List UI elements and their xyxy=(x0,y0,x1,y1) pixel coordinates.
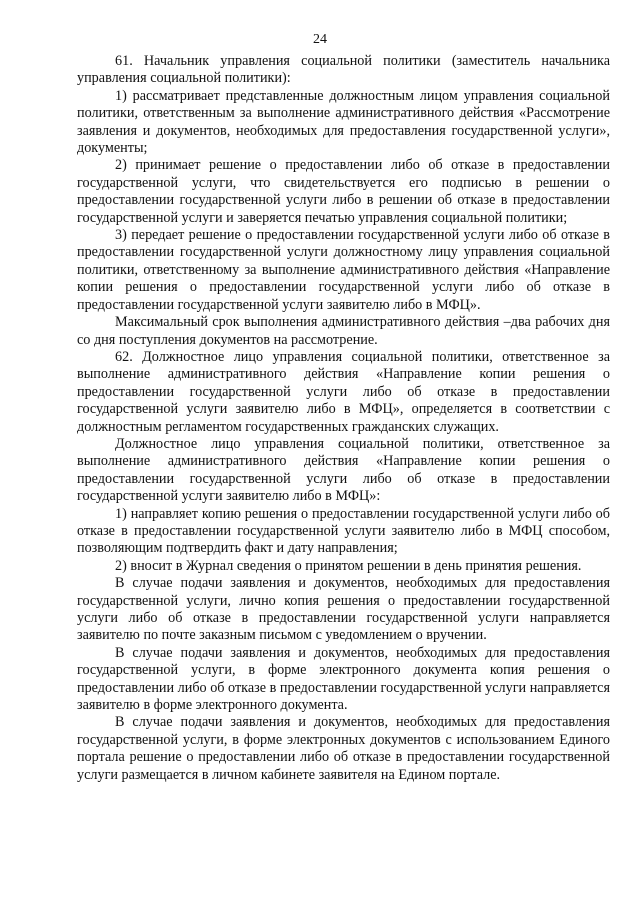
paragraph-61-item-2: 2) принимает решение о предоставлении либо об отказе в предоставлении государственной услуги, что свидетельствуется его подписью в решении о предоставлении государственной услуги либо в решении об отказе в предоставлении государственной услуги и заверяется печатью управления социальной политики; xyxy=(77,157,610,226)
page-number: 24 xyxy=(313,32,327,47)
paragraph-unified-portal: В случае подачи заявления и документов, необходимых для предоставления государственной услуги, в форме электронных документов с использованием Единого портала решение о предоставлении либо об отказе в предоставлении государственной услуги размещается в личном кабинете заявителя на Едином портале. xyxy=(77,714,610,783)
paragraph-62-item-1: 1) направляет копию решения о предоставлении государственной услуги либо об отказе в предоставлении государственной услуги заявителю либо в МФЦ способом, позволяющим подтвердить факт и дату направления; xyxy=(77,505,610,557)
paragraph-62-duties: Должностное лицо управления социальной политики, ответственное за выполнение административного действия «Направление копии решения о предоставлении государственной услуги либо об отказе в предоставлении государственной услуги заявителю либо в МФЦ»: xyxy=(77,435,610,505)
paragraph-62: 62. Должностное лицо управления социальной политики, ответственное за выполнение административного действия «Направление копии решения о предоставлении государственной услуги либо об отказе в предоставлении государственной услуги заявителю либо в МФЦ», определяется в соответствии с должностным регламентом государственных гражданских служащих. xyxy=(77,348,610,435)
paragraph-electronic-document: В случае подачи заявления и документов, необходимых для предоставления государственной услуги, в форме электронного документа копия решения о предоставлении либо об отказе в предоставлении государственной услуги направляется заявителю в форме электронного документа. xyxy=(77,644,610,714)
document-body xyxy=(77,53,610,784)
paragraph-in-person: В случае подачи заявления и документов, необходимых для предоставления государственной услуги, лично копия решения о предоставлении государственной услуги либо об отказе в предоставлении государственной услуги направляется заявителю по почте заказным письмом с уведомлением о вручении. xyxy=(77,575,610,644)
paragraph-61-intro: 61. Начальник управления социальной политики (заместитель начальника управления социальной политики): xyxy=(77,53,610,87)
paragraph-max-term: Максимальный срок выполнения административного действия –два рабочих дня со дня поступления документов на рассмотрение. xyxy=(77,314,610,348)
paragraph-62-item-2: 2) вносит в Журнал сведения о принятом решении в день принятия решения. xyxy=(115,557,582,574)
paragraph-61-item-1: 1) рассматривает представленные должностным лицом управления социальной политики, ответственным за выполнение административного действия «Рассмотрение заявления и документов, необходимых для предоставления государственной услуги», документы; xyxy=(77,87,610,157)
paragraph-61-item-3: 3) передает решение о предоставлении государственной услуги либо об отказе в предоставлении государственной услуги должностному лицу управления социальной политики, ответственному за выполнение административного действия «Направление копии решения о предоставлении государственной услуги либо об отказе в предоставлении государственной услуги заявителю либо в МФЦ». xyxy=(77,227,610,313)
